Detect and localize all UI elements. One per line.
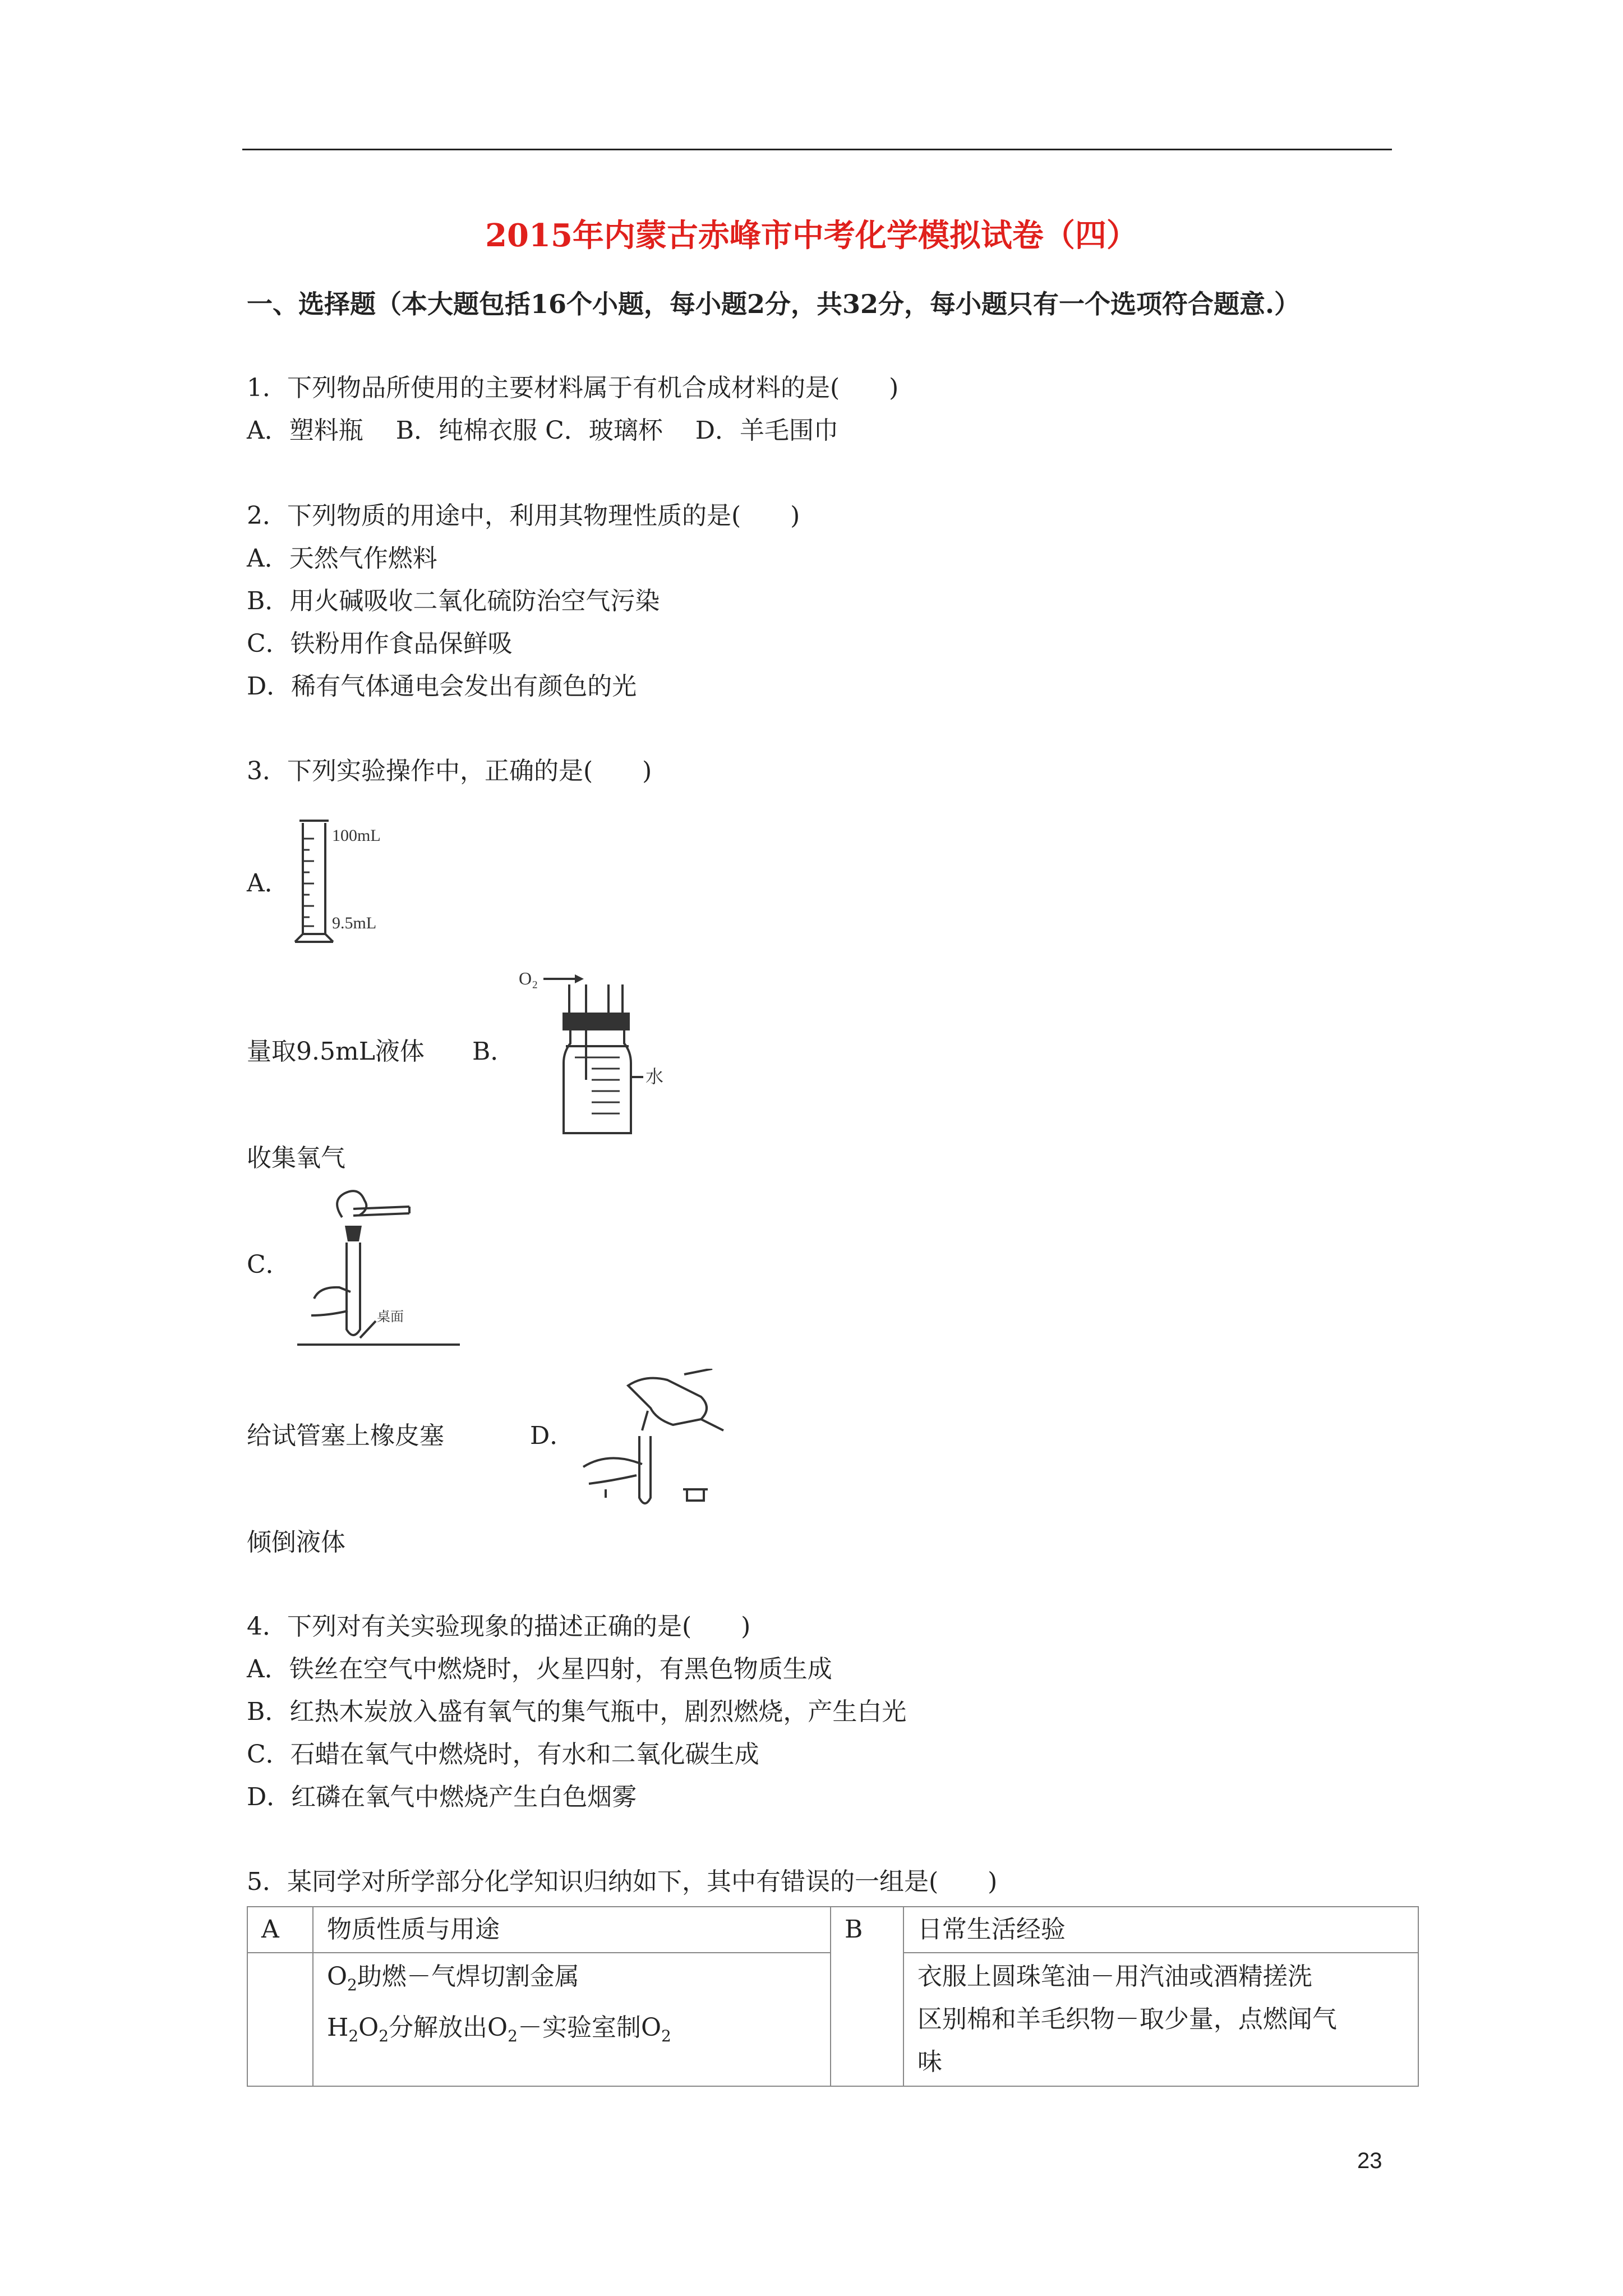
q3-option-c-caption: 给试管塞上橡皮塞: [247, 1421, 444, 1450]
q3-option-c-label: C．: [247, 1250, 291, 1279]
q1-stem: 1．下列物品所使用的主要材料属于有机合成材料的是( ): [247, 374, 899, 402]
knowledge-table: [247, 1906, 1419, 2087]
q4-stem: 4．下列对有关实验现象的描述正确的是( ): [247, 1612, 751, 1641]
q3-option-a-label: A．: [247, 869, 289, 898]
group-b-letter: B: [831, 1907, 903, 2086]
rubber-stopper-figure: [297, 1186, 460, 1355]
group-a-content: [313, 1953, 831, 2086]
q2-option-b: B．用火碱吸收二氧化硫防治空气污染: [247, 587, 660, 615]
q3-option-b-label: B．: [472, 1037, 515, 1066]
group-a-title: 物质性质与用途: [313, 1907, 831, 1953]
table-row: [247, 1907, 1418, 1953]
group-b-title: 日常生活经验: [903, 1907, 1418, 1953]
group-a-item-2: $H_2O_2$分解放出$O_2-$实验室制$O_2$: [326, 2013, 671, 2045]
header-rule: [242, 149, 1392, 150]
cylinder-top-label: 100mL: [332, 826, 381, 845]
section-heading: 一、选择题（本大题包括16个小题，每小题2分，共32分，每小题只有一个选项符合题意.）: [247, 289, 1301, 319]
pouring-liquid-figure: [572, 1369, 740, 1509]
page-number: 23: [1357, 2148, 1382, 2173]
gas-collection-bottle-figure: [519, 962, 676, 1142]
q3-option-d-label: D．: [530, 1421, 575, 1450]
page-title: 2015年内蒙古赤峰市中考化学模拟试卷（四）: [485, 217, 1138, 254]
q5-stem: 5．某同学对所学部分化学知识归纳如下，其中有错误的一组是( ): [247, 1867, 998, 1896]
q4-option-b: B．红热木炭放入盛有氧气的集气瓶中，剧烈燃烧，产生白光: [247, 1697, 907, 1726]
q3-option-b-caption: 收集氧气: [247, 1144, 345, 1172]
q4-option-a: A．铁丝在空气中燃烧时，火星四射，有黑色物质生成: [247, 1655, 832, 1683]
q3-option-a-caption: 量取9.5mL液体: [247, 1037, 425, 1066]
q2-option-a: A．天然气作燃料: [247, 544, 437, 573]
group-b-item-1: 衣服上圆珠笔油－用汽油或酒精搓洗: [917, 1962, 1312, 1991]
table-surface-label: 桌面: [377, 1310, 404, 1324]
q1-options: A．塑料瓶 B．纯棉衣服 C．玻璃杯 D．羊毛围巾: [247, 416, 839, 445]
group-b-item-2-cont: 味: [917, 2047, 942, 2076]
group-b-content: [903, 1953, 1418, 2086]
q2-option-c: C．铁粉用作食品保鲜吸: [247, 629, 513, 658]
graduated-cylinder-figure: [292, 816, 404, 951]
group-a-letter: A: [247, 1907, 313, 1953]
water-label: 水: [645, 1066, 664, 1087]
q2-stem: 2．下列物质的用途中，利用其物理性质的是( ): [247, 501, 800, 530]
group-a-letter-spacer: [247, 1953, 313, 2086]
q3-option-d-caption: 倾倒液体: [247, 1528, 345, 1557]
q2-option-d: D．稀有气体通电会发出有颜色的光: [247, 672, 637, 701]
cylinder-bottom-label: 9.5mL: [332, 914, 377, 932]
group-a-item-1: $O_2$助燃－气焊切割金属: [326, 1962, 579, 1994]
q4-option-c: C．石蜡在氧气中燃烧时，有水和二氧化碳生成: [247, 1740, 759, 1769]
q4-option-d: D．红磷在氧气中燃烧产生白色烟雾: [247, 1783, 637, 1811]
oxygen-label: O₂: [519, 968, 538, 988]
q3-stem: 3．下列实验操作中，正确的是( ): [247, 757, 652, 785]
group-b-item-2: 区别棉和羊毛织物－取少量，点燃闻气: [917, 2005, 1337, 2033]
